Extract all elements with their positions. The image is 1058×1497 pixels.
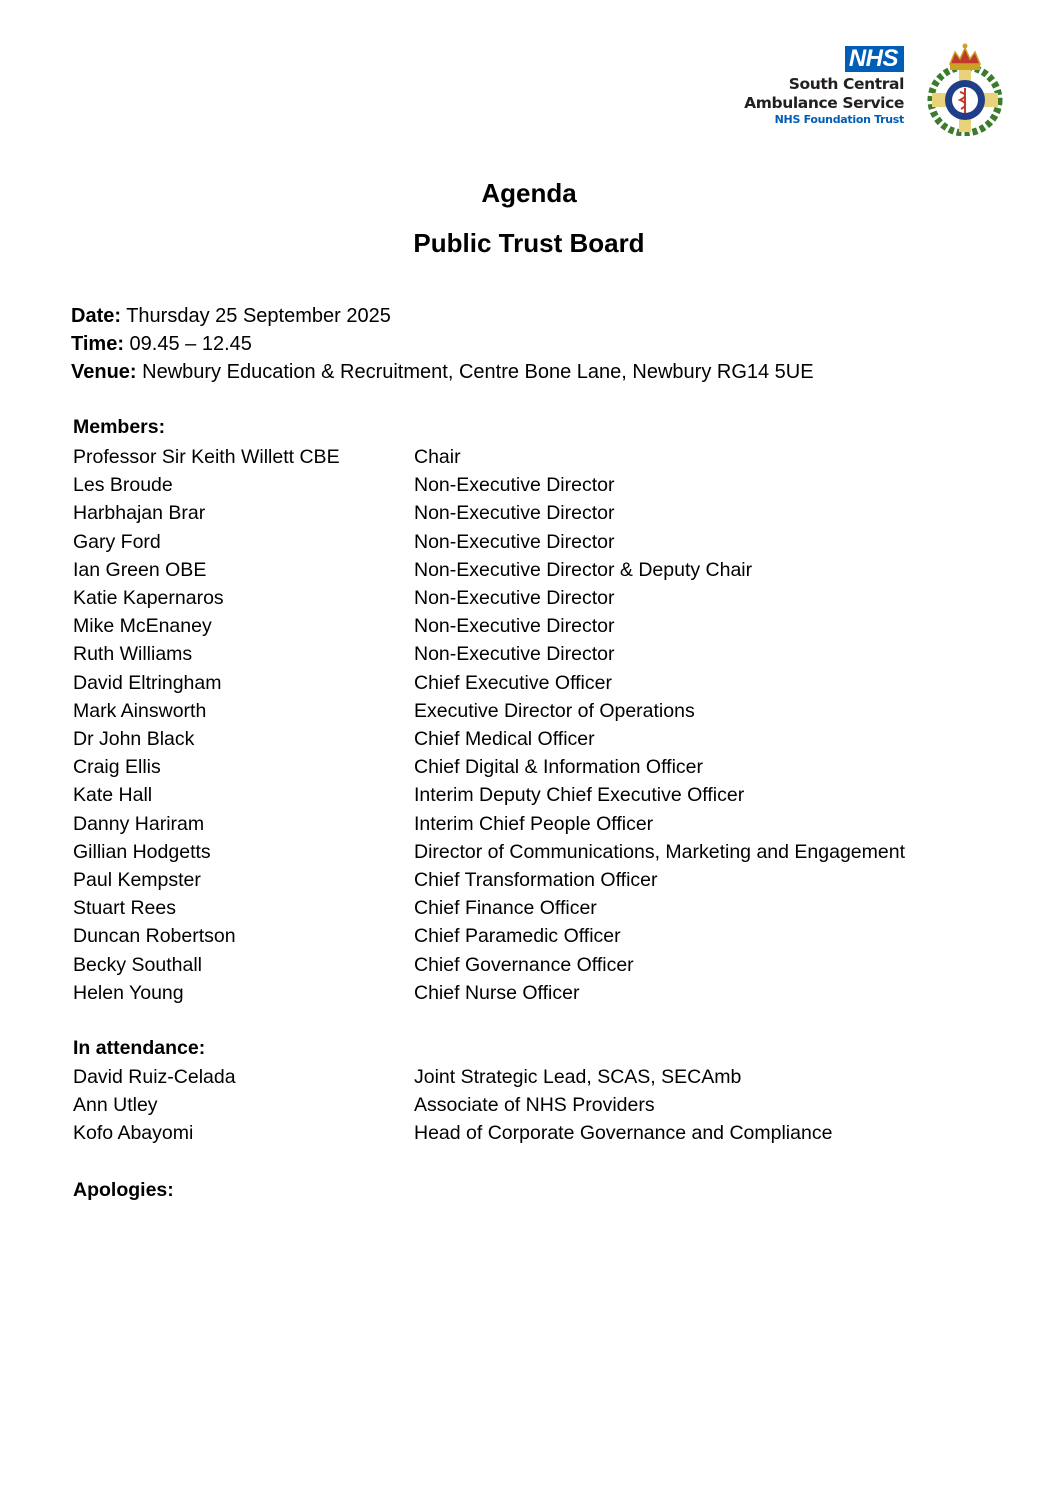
person-name: Stuart Rees bbox=[73, 897, 176, 920]
member-row bbox=[73, 979, 973, 1007]
member-row bbox=[73, 556, 973, 584]
person-role: Chief Finance Officer bbox=[414, 897, 597, 920]
person-role: Non-Executive Director bbox=[414, 587, 615, 609]
page-subtitle: Public Trust Board bbox=[413, 228, 645, 258]
person-name: Dr John Black bbox=[73, 728, 195, 750]
date-value: Thursday 25 September 2025 bbox=[121, 305, 391, 327]
member-row bbox=[73, 753, 973, 781]
venue-value: Newbury Education & Recruitment, Centre Bone Lane, Newbury RG14 5UE bbox=[136, 361, 814, 383]
org-name-line1: South Central bbox=[788, 75, 904, 93]
person-role: Non-Executive Director bbox=[414, 643, 615, 666]
attendance-row bbox=[73, 1119, 973, 1147]
person-name: Les Broude bbox=[73, 474, 173, 497]
person-name: Danny Hariram bbox=[73, 812, 205, 835]
member-row bbox=[73, 640, 973, 668]
person-name: Becky Southall bbox=[73, 953, 202, 976]
person-role: Chief Digital & Information Officer bbox=[414, 756, 704, 779]
venue-label: Venue: bbox=[71, 361, 137, 383]
meeting-time bbox=[71, 330, 252, 358]
org-name-line2: Ambulance Service bbox=[744, 94, 904, 112]
person-role: Chief Executive Officer bbox=[414, 671, 612, 694]
person-role: Non-Executive Director bbox=[414, 502, 615, 525]
person-role: Chief Transformation Officer bbox=[414, 869, 658, 891]
person-name: Mike McEnaney bbox=[73, 615, 212, 638]
date-label: Date: bbox=[71, 305, 122, 327]
members-heading: Members: bbox=[73, 416, 166, 438]
person-name: Kofo Abayomi bbox=[73, 1122, 194, 1145]
member-row bbox=[73, 894, 973, 922]
member-row bbox=[73, 951, 973, 979]
person-role: Head of Corporate Governance and Compliance bbox=[414, 1122, 833, 1145]
person-name: Katie Kapernaros bbox=[73, 587, 224, 609]
person-name: Helen Young bbox=[73, 981, 184, 1004]
member-row bbox=[73, 725, 973, 753]
nhs-badge: NHS bbox=[845, 46, 904, 72]
member-row bbox=[73, 838, 973, 866]
member-row bbox=[73, 612, 973, 640]
person-name: Craig Ellis bbox=[73, 756, 161, 779]
member-row bbox=[73, 669, 973, 697]
member-row bbox=[73, 866, 973, 894]
person-name: Duncan Robertson bbox=[73, 925, 236, 948]
meeting-venue bbox=[71, 358, 814, 386]
member-row bbox=[73, 499, 973, 527]
attendance-heading: In attendance: bbox=[73, 1037, 206, 1059]
member-row bbox=[73, 471, 973, 499]
time-value: 09.45 – 12.45 bbox=[123, 333, 252, 355]
person-role: Chief Medical Officer bbox=[414, 728, 595, 750]
time-label: Time: bbox=[71, 333, 124, 355]
member-row bbox=[73, 443, 973, 471]
person-role: Chair bbox=[414, 446, 461, 468]
crest-icon bbox=[926, 40, 1004, 136]
person-name: David Ruiz-Celada bbox=[73, 1066, 236, 1088]
person-role: Non-Executive Director bbox=[414, 615, 615, 638]
member-row bbox=[73, 922, 973, 950]
person-name: Gillian Hodgetts bbox=[73, 840, 211, 863]
person-role: Executive Director of Operations bbox=[414, 699, 695, 722]
attendance-row bbox=[73, 1091, 973, 1119]
org-subtitle: NHS Foundation Trust bbox=[774, 113, 904, 126]
meeting-date bbox=[71, 302, 391, 330]
apologies-heading: Apologies: bbox=[73, 1179, 174, 1201]
person-role: Chief Paramedic Officer bbox=[414, 925, 621, 948]
person-name: Gary Ford bbox=[73, 530, 161, 553]
nhs-logo bbox=[738, 46, 904, 126]
person-name: Mark Ainsworth bbox=[73, 699, 207, 722]
person-name: Ruth Williams bbox=[73, 643, 193, 666]
person-role: Non-Executive Director bbox=[414, 530, 615, 553]
person-role: Interim Deputy Chief Executive Officer bbox=[414, 784, 745, 807]
member-row bbox=[73, 697, 973, 725]
member-row bbox=[73, 810, 973, 838]
member-row bbox=[73, 781, 973, 809]
person-role: Chief Nurse Officer bbox=[414, 981, 580, 1004]
page-title: Agenda bbox=[481, 178, 577, 208]
person-name: Kate Hall bbox=[73, 784, 153, 807]
person-role: Associate of NHS Providers bbox=[414, 1094, 655, 1117]
person-name: Harbhajan Brar bbox=[73, 502, 206, 525]
person-name: Ann Utley bbox=[73, 1094, 158, 1117]
person-role: Non-Executive Director & Deputy Chair bbox=[414, 558, 753, 581]
person-role: Joint Strategic Lead, SCAS, SECAmb bbox=[414, 1066, 742, 1088]
person-name: Ian Green OBE bbox=[73, 558, 207, 581]
person-name: Paul Kempster bbox=[73, 869, 201, 891]
person-role: Non-Executive Director bbox=[414, 474, 615, 497]
member-row bbox=[73, 584, 973, 612]
person-role: Director of Communications, Marketing and Engagement bbox=[414, 840, 905, 863]
attendance-row bbox=[73, 1063, 973, 1091]
person-name: David Eltringham bbox=[73, 671, 222, 694]
person-role: Chief Governance Officer bbox=[414, 953, 634, 976]
person-role: Interim Chief People Officer bbox=[414, 812, 654, 835]
member-row bbox=[73, 528, 973, 556]
person-name: Professor Sir Keith Willett CBE bbox=[73, 446, 340, 468]
